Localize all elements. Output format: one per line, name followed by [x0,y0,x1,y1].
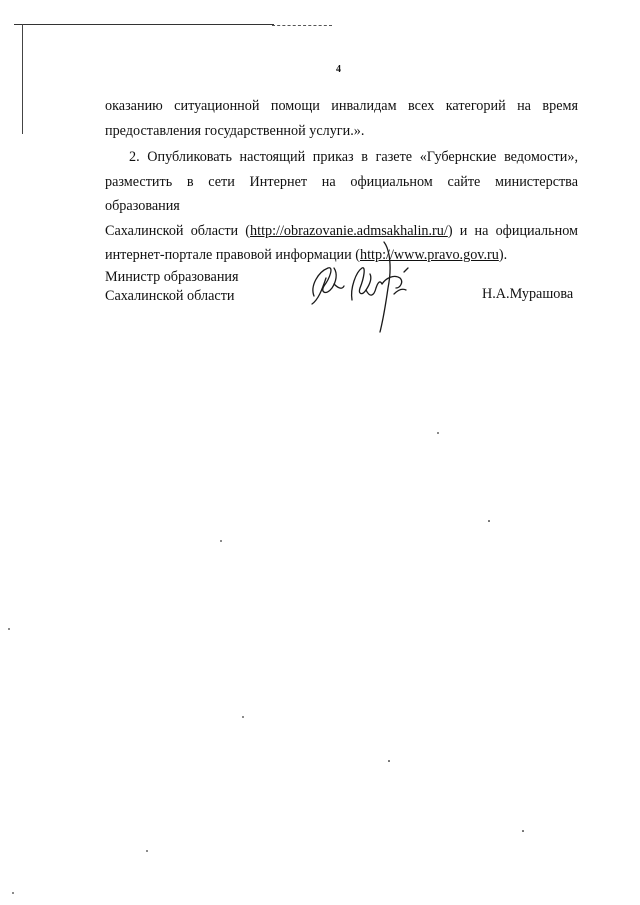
handwritten-signature [304,238,424,336]
ministry-site-link[interactable]: http://obrazovanie.admsakhalin.ru/ [250,222,448,239]
scan-speck [242,716,244,718]
signer-name: Н.А.Мурашова [482,286,574,302]
scan-speck [146,850,148,852]
scan-speck [437,432,439,434]
signer-title-line-2: Сахалинской области [105,288,235,304]
scan-border-left [22,24,23,134]
paragraph-2-line-3-pre: Сахалинской области ( [105,222,251,239]
scan-speck [388,760,390,762]
paragraph-2-line-3-post: ) и на официальном [447,222,578,239]
page-number: 4 [336,64,341,75]
scan-speck [488,520,490,522]
paragraph-2-line-4-post: ). [498,247,508,264]
scan-speck [8,628,10,630]
paragraph-1-line-2: предоставления государственной услуги.». [105,122,365,139]
scan-speck [12,892,14,894]
pravo-portal-link[interactable]: http://www.pravo.gov.ru [360,247,499,264]
paragraph-1 [105,94,578,143]
paragraph-2-line-4-pre: интернет-портале правовой информации ( [105,247,360,264]
scan-speck [220,540,222,542]
paragraph-1-line-1: оказанию ситуационной помощи инвалидам всех категорий на время [105,98,578,114]
signer-title-line-1: Министр образования [105,269,239,285]
scan-border-top [14,24,274,25]
scan-speck [522,830,524,832]
paragraph-2-line-1: 2. Опубликовать настоящий приказ в газете «Губернские ведомости», [129,149,578,165]
paragraph-2-line-2: разместить в сети Интернет на официальном сайте министерства образования [105,173,578,215]
scan-border-top-dashed [272,25,332,26]
signer-title [105,268,239,306]
